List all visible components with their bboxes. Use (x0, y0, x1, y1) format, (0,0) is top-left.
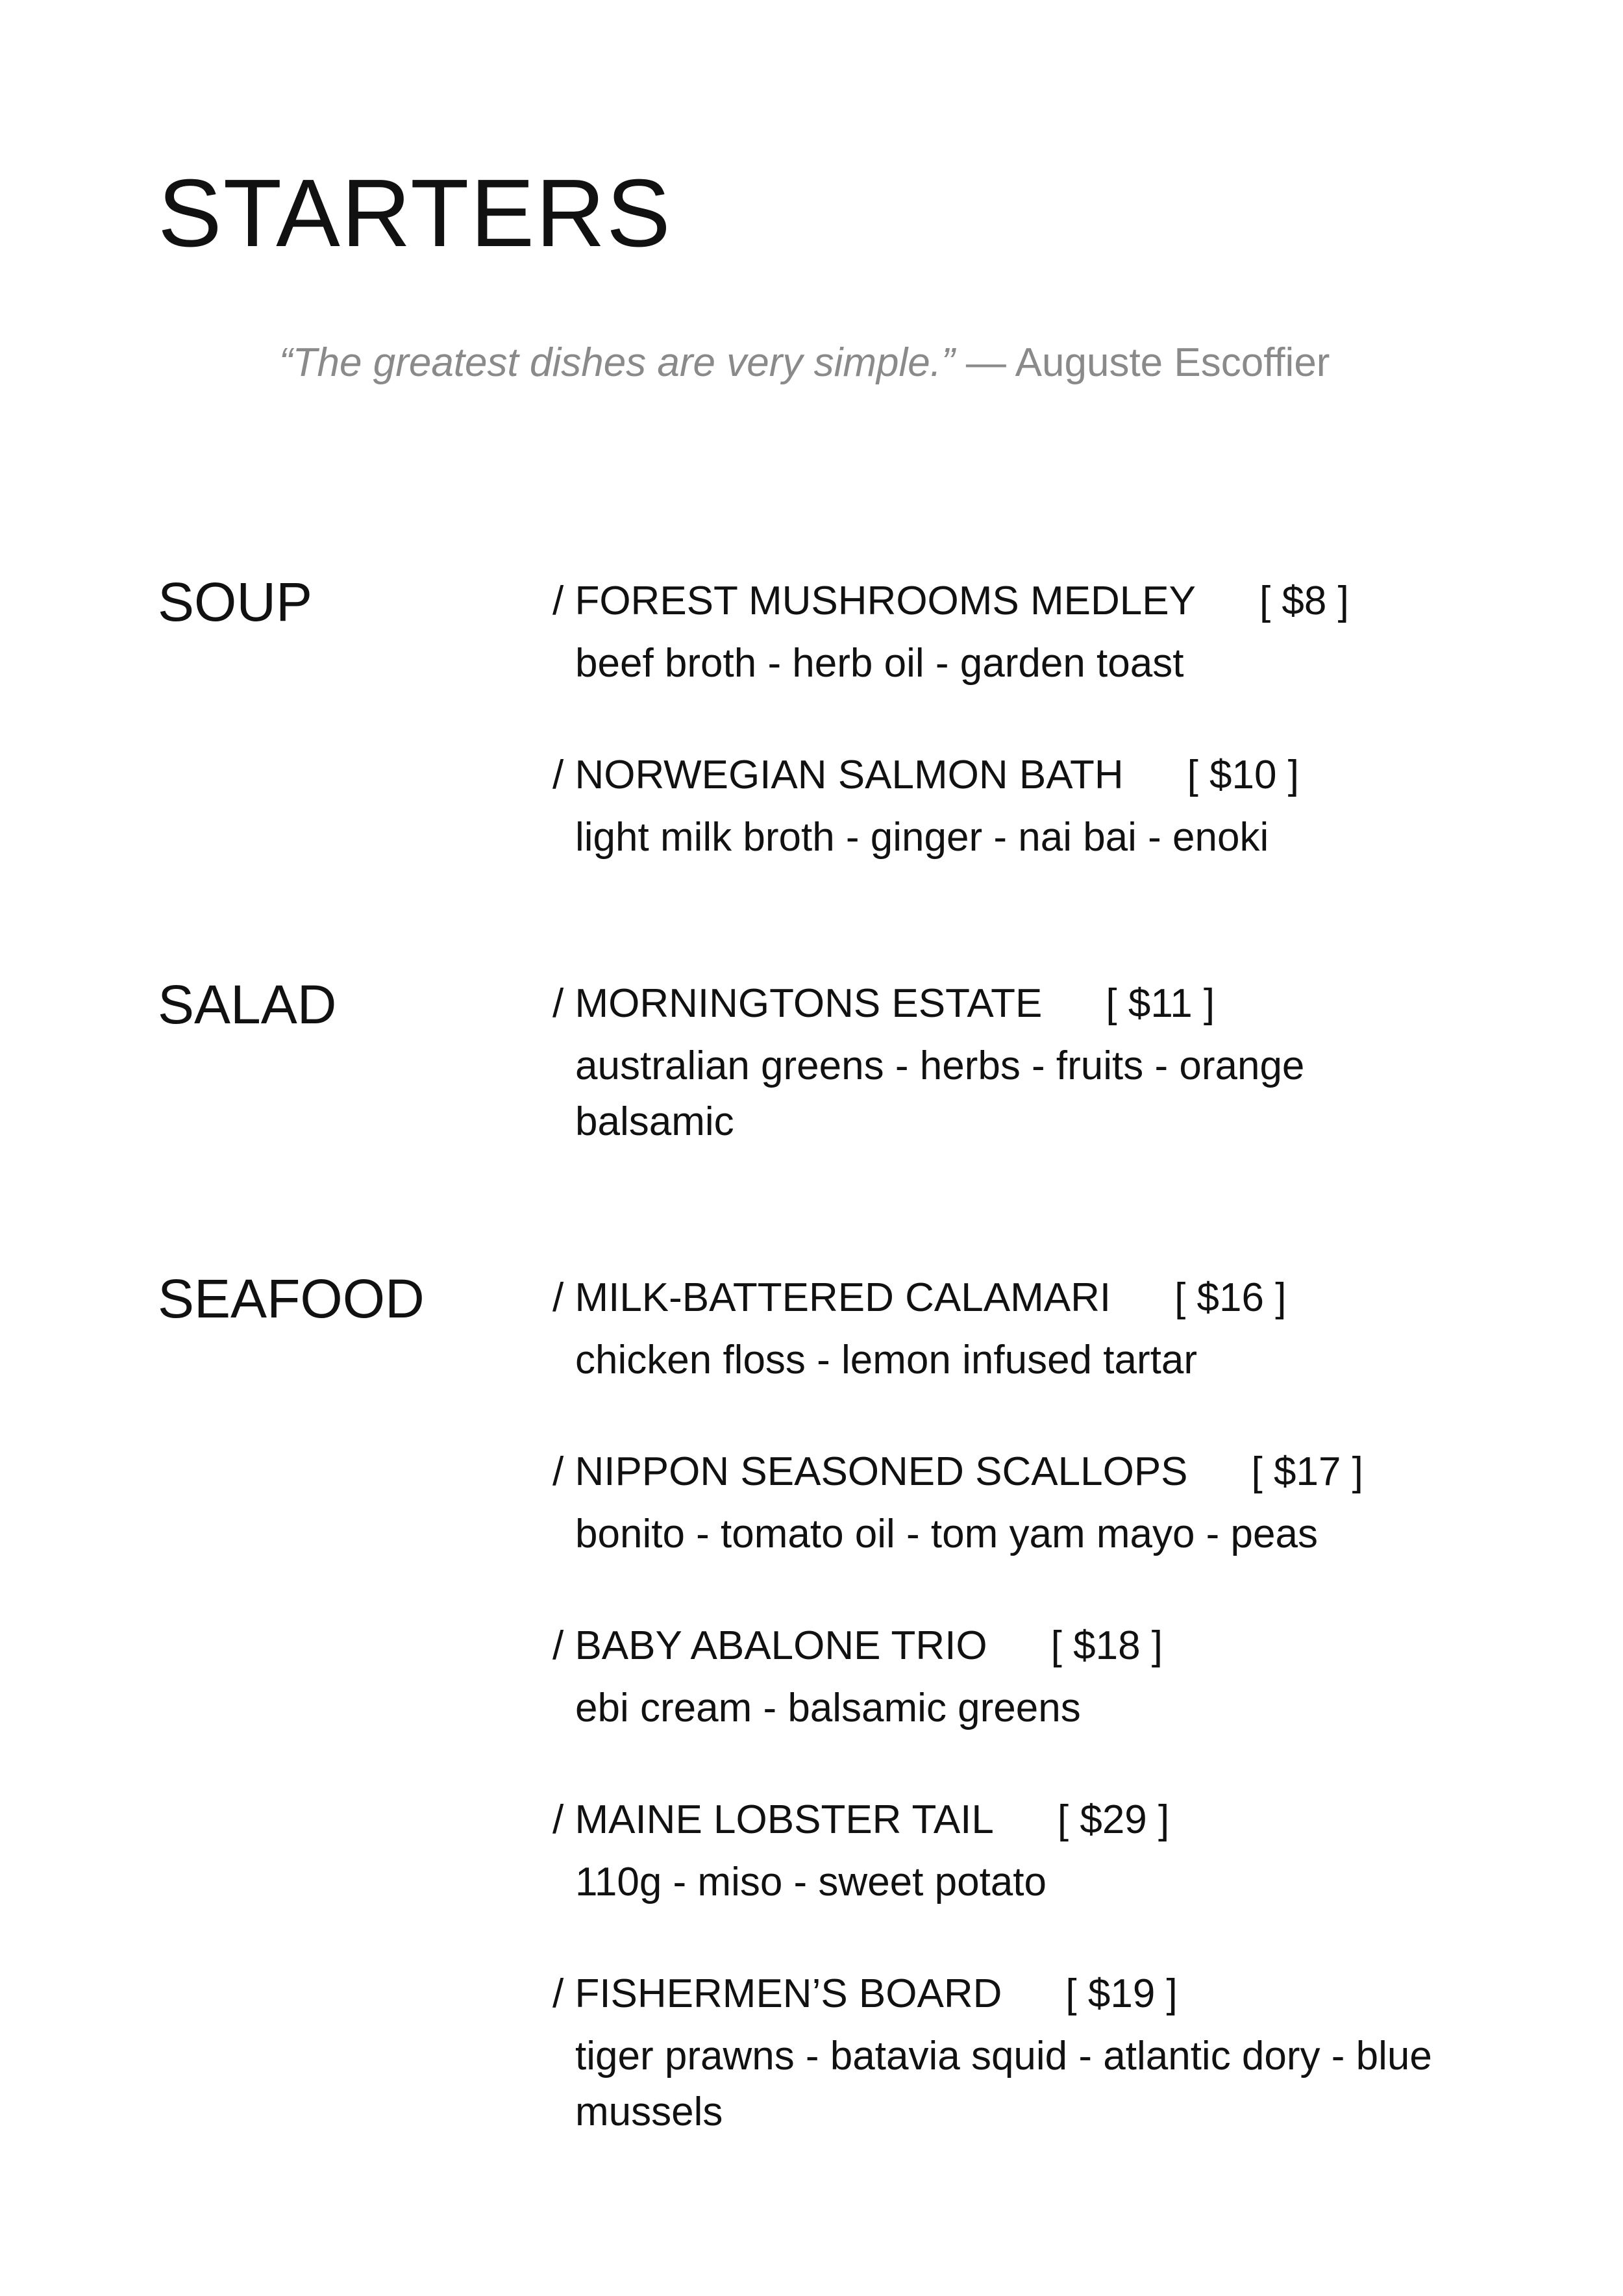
menu-item-header (552, 1971, 1552, 2016)
menu-items (552, 981, 1552, 1150)
menu-item-description: tiger prawns - batavia squid - atlantic dory - blue mussels (575, 2034, 1432, 2134)
menu-item-name: / MAINE LOBSTER TAIL (552, 1797, 994, 1842)
menu-item-name: / BABY ABALONE TRIO (552, 1623, 987, 1668)
menu-item-header (552, 1449, 1552, 1494)
menu-item-header (552, 1623, 1552, 1668)
menu-item-name: / MORNINGTONS ESTATE (552, 981, 1043, 1026)
quote-text: “The greatest dishes are very simple.” (279, 340, 955, 385)
menu-item-price: [ $17 ] (1251, 1449, 1363, 1494)
menu-item-description: bonito - tomato oil - tom yam mayo - peas (575, 1512, 1319, 1556)
menu-item (552, 1971, 1552, 2140)
menu-item-description: beef broth - herb oil - garden toast (575, 641, 1184, 686)
menu-item-description: light milk broth - ginger - nai bai - enoki (575, 815, 1269, 860)
menu-item-header (552, 581, 1552, 621)
menu-item-name: / FOREST MUSHROOMS MEDLEY (552, 579, 1196, 623)
menu-item-price: [ $18 ] (1050, 1623, 1163, 1668)
page-title: STARTERS (158, 160, 672, 267)
section-title: SEAFOOD (158, 1268, 425, 1329)
menu-item-name: / FISHERMEN’S BOARD (552, 1971, 1002, 2016)
section-title: SOUP (158, 571, 313, 632)
menu-item-price: [ $29 ] (1057, 1797, 1170, 1842)
menu-item-price: [ $10 ] (1187, 753, 1299, 797)
menu-item-name: / NIPPON SEASONED SCALLOPS (552, 1449, 1188, 1494)
section-title: SALAD (158, 974, 337, 1035)
menu-item-price: [ $19 ] (1065, 1971, 1178, 2016)
menu-item-price: [ $11 ] (1106, 981, 1215, 1026)
menu-item (552, 755, 1552, 866)
menu-item-header (552, 1275, 1552, 1320)
menu-item-price: [ $8 ] (1259, 579, 1349, 623)
menu-item-name: / NORWEGIAN SALMON BATH (552, 753, 1124, 797)
menu-item (552, 1797, 1552, 1910)
menu-items (552, 1275, 1552, 2140)
menu-item (552, 1275, 1552, 1388)
menu-item-header (552, 755, 1552, 795)
menu-item-description: chicken floss - lemon infused tartar (575, 1338, 1197, 1382)
quote (279, 340, 1330, 385)
menu-items (552, 581, 1552, 866)
menu-item-header (552, 981, 1552, 1026)
menu-item (552, 981, 1552, 1150)
menu-item-price: [ $16 ] (1174, 1275, 1287, 1320)
menu-item-header (552, 1797, 1552, 1842)
menu-item (552, 1623, 1552, 1736)
menu-item-name: / MILK-BATTERED CALAMARI (552, 1275, 1111, 1320)
menu-item-description: australian greens - herbs - fruits - orange balsamic (575, 1043, 1305, 1144)
menu-item (552, 581, 1552, 692)
quote-attribution: — Auguste Escoffier (954, 340, 1330, 385)
menu-item-description: ebi cream - balsamic greens (575, 1686, 1081, 1730)
menu-item-description: 110g - miso - sweet potato (575, 1860, 1047, 1904)
menu-item (552, 1449, 1552, 1562)
